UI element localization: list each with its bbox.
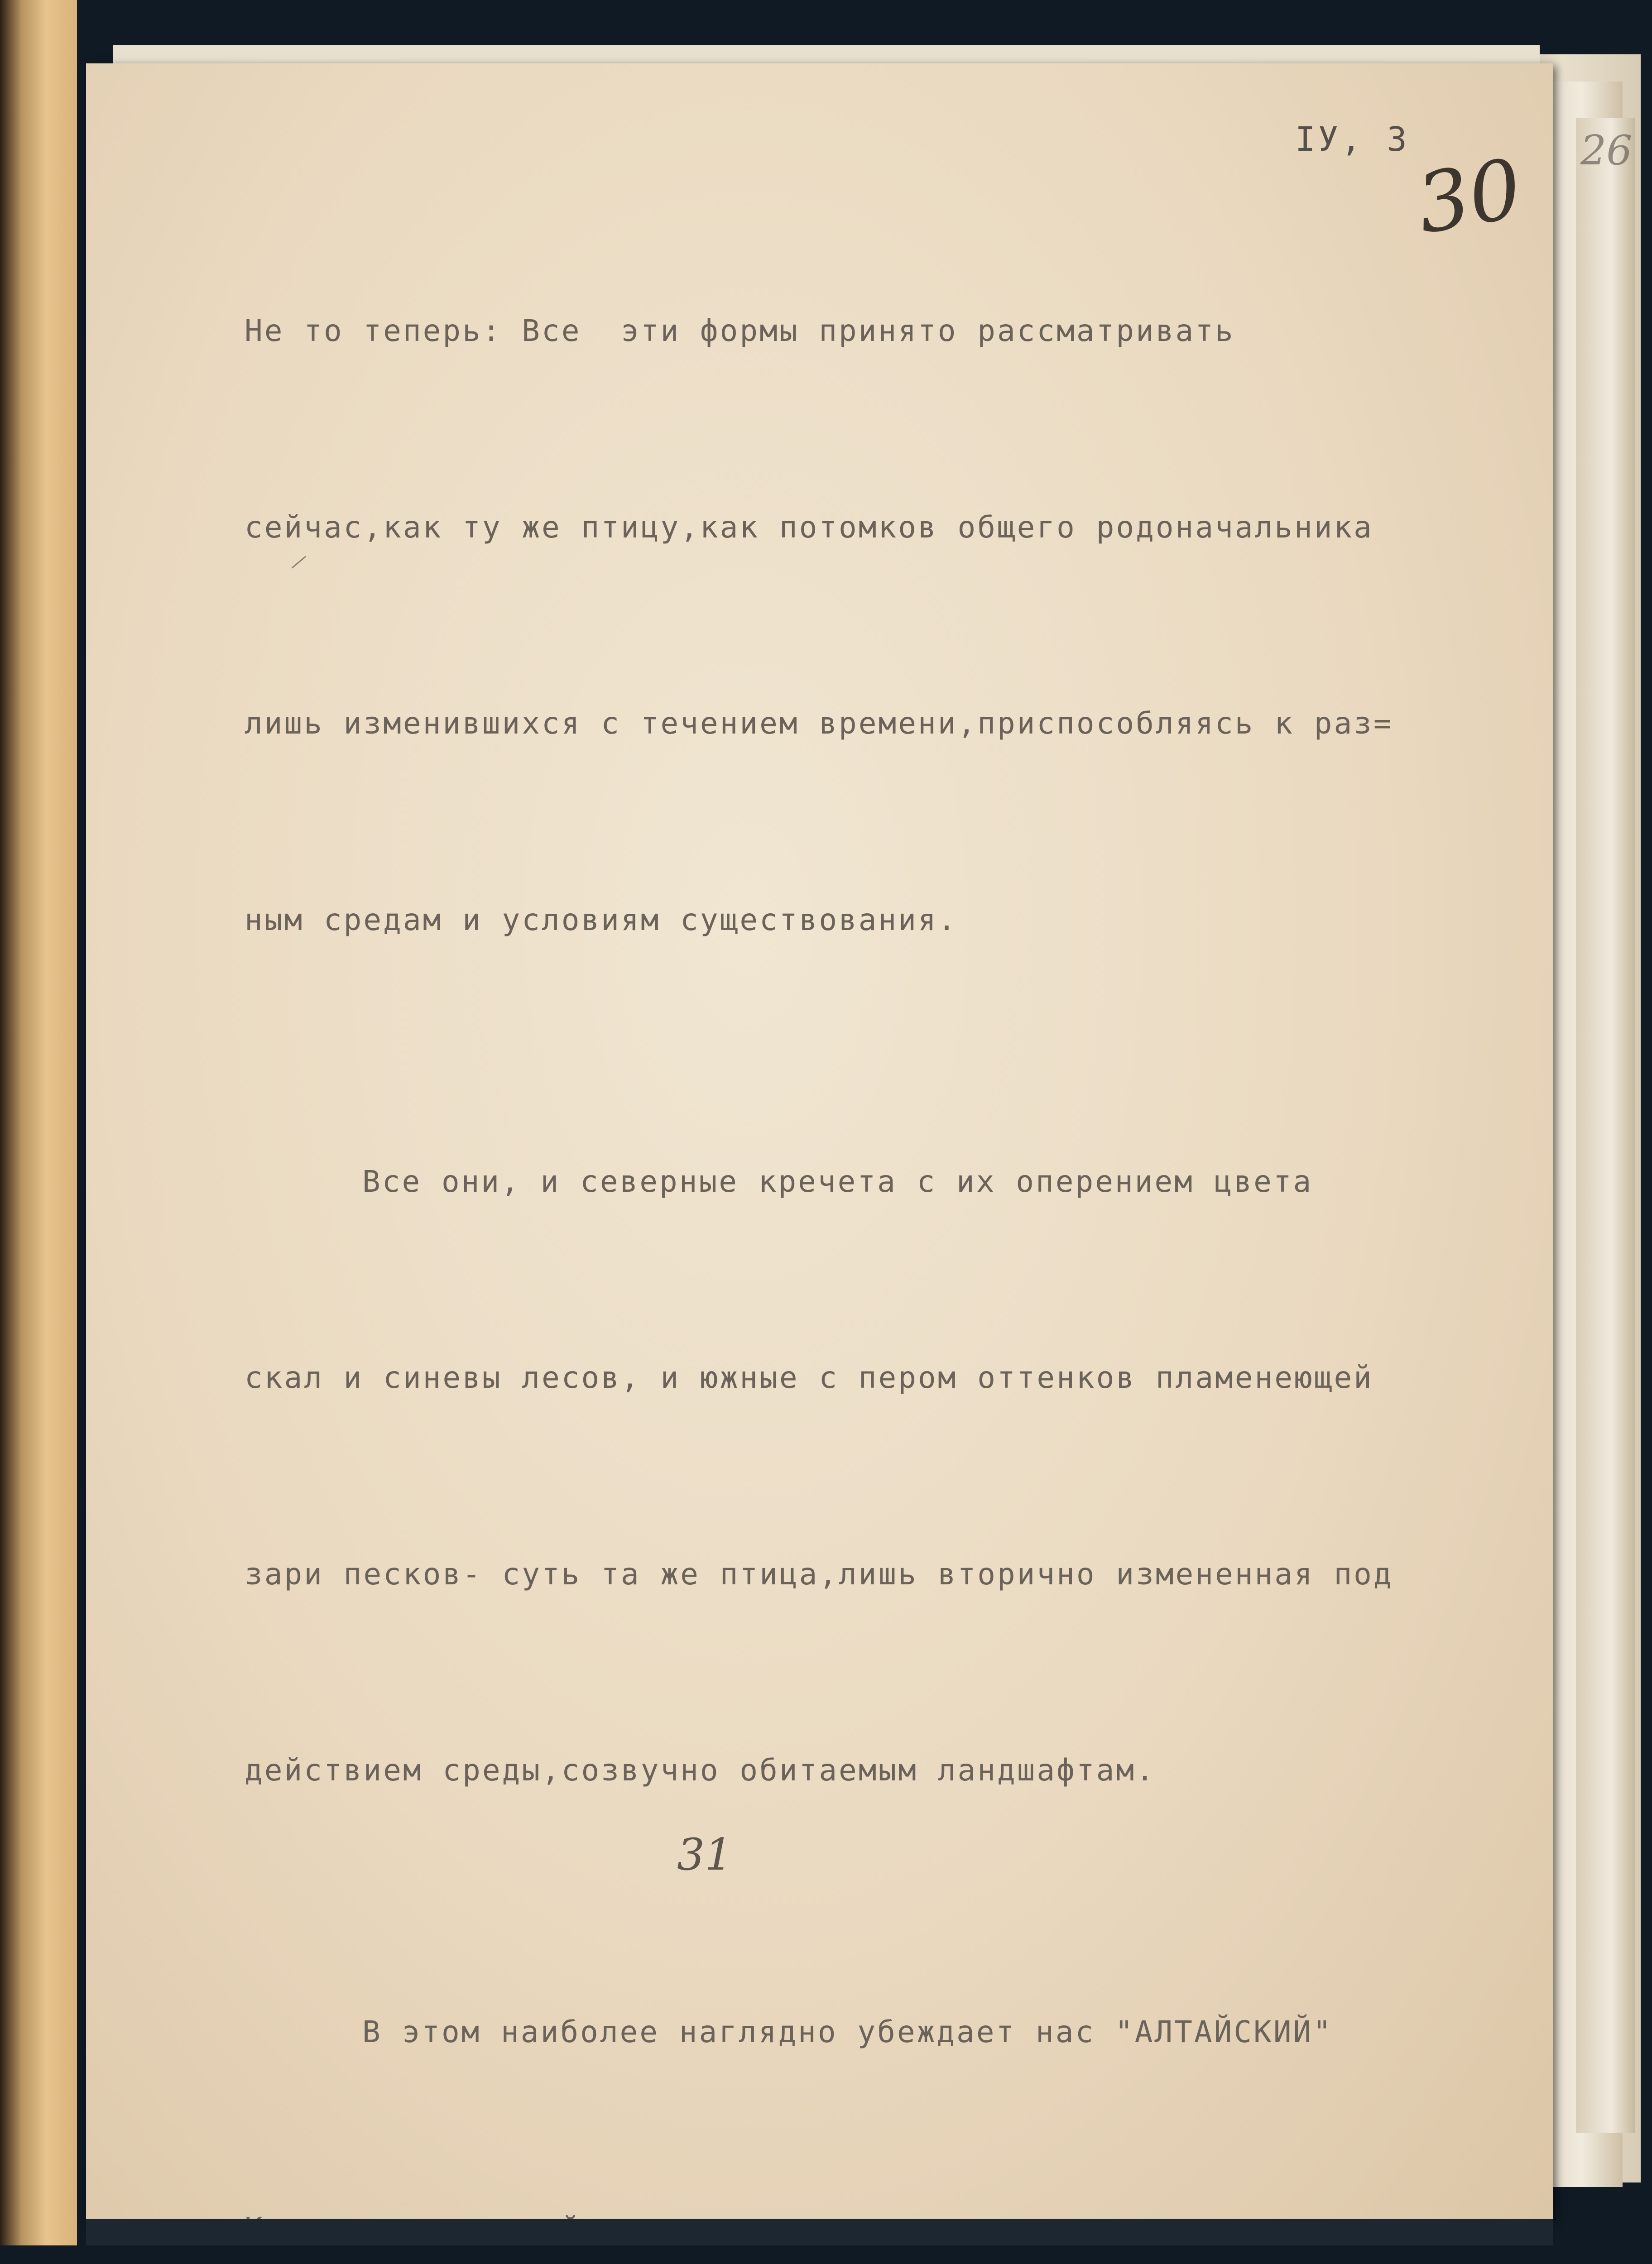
scan-bottom-edge: [86, 2219, 1553, 2245]
text-line: Не то теперь: Все эти формы принято рассматривать: [245, 313, 1235, 348]
folio-number: 30: [1410, 141, 1529, 253]
underlying-sheet: [1576, 118, 1635, 2133]
text-line: действием среды,созвучно обитаемым ландшафтам.: [245, 1753, 1156, 1788]
text-line: сейчас,как ту же птицу,как потомков общего родоначальника: [245, 509, 1373, 545]
old-folio-number: 26: [1580, 127, 1633, 174]
text-line: лишь изменившихся с течением времени,приспособляясь к раз=: [245, 706, 1393, 741]
handwritten-margin-note: 31: [677, 1829, 733, 1880]
text-line: ным средам и условиям существования.: [245, 902, 958, 937]
page-marker: IУ, 3: [1295, 120, 1410, 159]
text-line: В этом наиболее наглядно убеждает нас "АЛТАЙСКИЙ": [362, 2015, 1333, 2049]
text-line: зари песков- суть та же птица,лишь вторично измененная под: [245, 1556, 1393, 1592]
body-text: [245, 168, 1513, 2264]
folder-cover-edge: [0, 0, 77, 2245]
text-line: Все они, и северные кречета с их оперением цвета: [362, 1164, 1313, 1199]
text-line: скал и синевы лесов, и южные с пером оттенков пламенеющей: [245, 1360, 1373, 1395]
